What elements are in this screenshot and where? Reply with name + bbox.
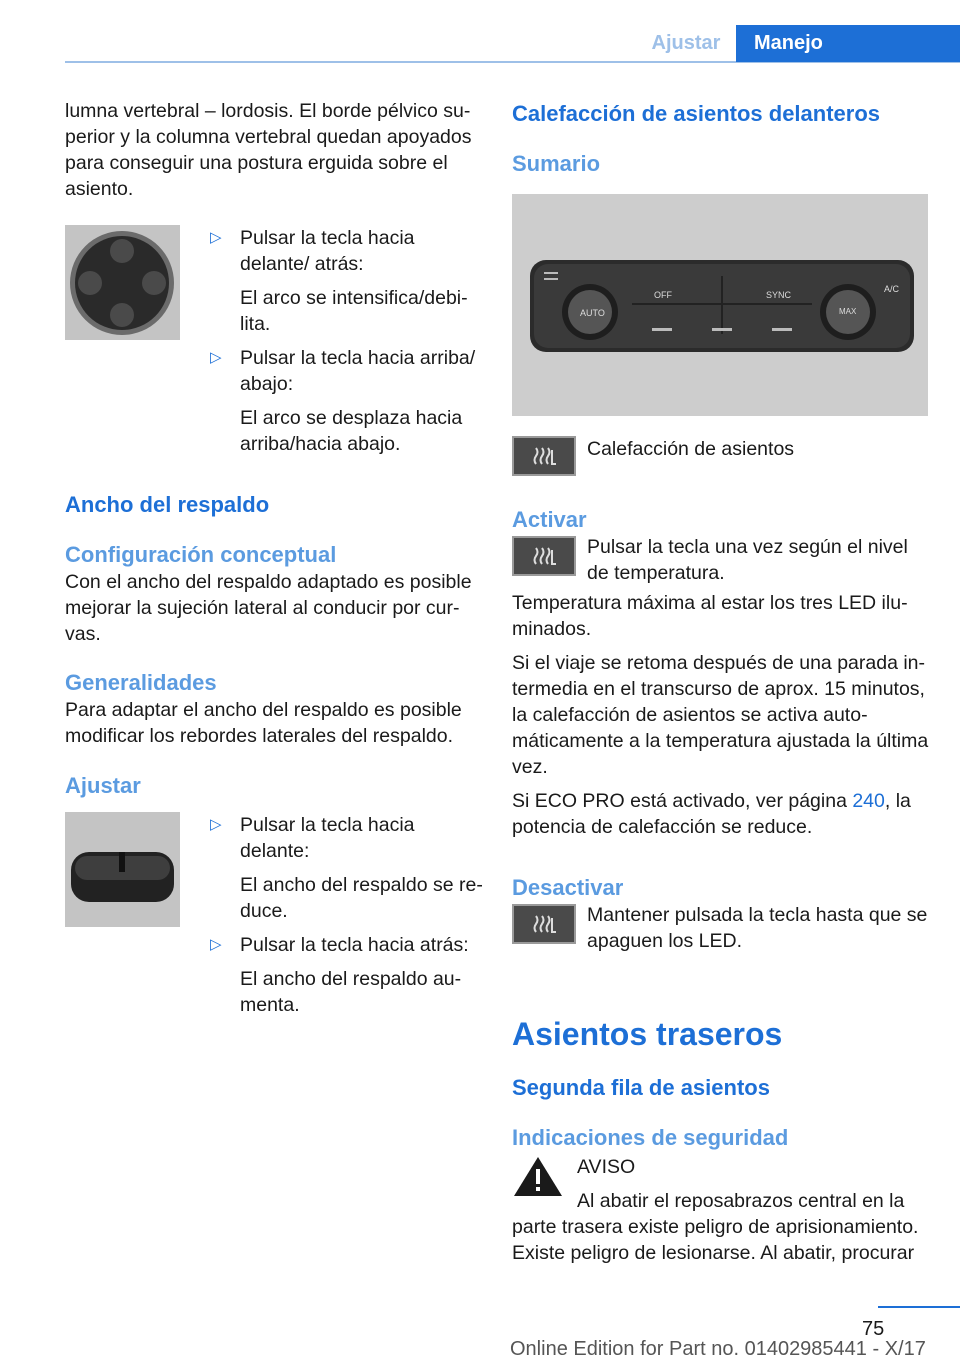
triangle-bullet-icon: ▷	[210, 816, 222, 833]
list-item: ▷ Pulsar la tecla hacia delante/ atrás: El arco se intensifica/debilita.	[210, 227, 468, 335]
heading-ancho-respaldo: Ancho del respaldo	[65, 492, 270, 517]
lumbar-switch-image	[65, 225, 180, 340]
heading-asientos-traseros: Asientos traseros	[512, 1016, 783, 1052]
resume-paragraph: Si el viaje se retoma después de una parada intermedia en el transcurso de aprox. 15 minutos, la calefacción de asientos se activa automáticamente a la temperatura ajustada la última vez.	[512, 652, 929, 778]
heading-sumario: Sumario	[512, 151, 601, 176]
triangle-bullet-icon: ▷	[210, 349, 222, 366]
heading-activar: Activar	[512, 507, 587, 532]
tab-manejo[interactable]: Manejo	[736, 25, 960, 62]
width-control-row	[65, 812, 485, 1018]
seat-heating-legend	[512, 434, 932, 476]
heading-desactivar: Desactivar	[512, 875, 624, 900]
page-link[interactable]: 240	[852, 790, 885, 812]
list-item: ▷ Pulsar la tecla hacia arriba/ abajo: El arco se desplaza hacia arriba/hacia abajo.	[210, 347, 476, 455]
svg-text:MAX: MAX	[839, 307, 857, 316]
max-temp-paragraph: Temperatura máxima al estar los tres LED iluminados.	[512, 592, 908, 640]
warning-title: AVISO	[577, 1156, 636, 1178]
page-number: 75	[862, 1318, 885, 1340]
triangle-bullet-icon: ▷	[210, 229, 222, 246]
edition-footer: Online Edition for Part no. 01402985441 - X/17	[510, 1338, 926, 1360]
list-item: ▷ Pulsar la tecla hacia delante: El ancho del respaldo se reduce.	[210, 814, 483, 922]
right-column	[512, 98, 932, 1266]
svg-text:AUTO: AUTO	[580, 308, 605, 318]
heading-segunda-fila: Segunda fila de asientos	[512, 1075, 770, 1100]
intro-paragraph: lumna vertebral – lordosis. El borde pélvico superior y la columna vertebral quedan apoyados para conseguir una postura erguida sobre el asiento.	[65, 100, 472, 200]
deactivate-paragraph: Mantener pulsada la tecla hasta que se apaguen los LED.	[587, 904, 928, 952]
seat-heating-icon	[512, 904, 576, 944]
heading-ajustar: Ajustar	[65, 773, 141, 798]
svg-text:SYNC: SYNC	[766, 290, 792, 300]
heading-calefaccion: Calefacción de asientos delanteros	[512, 101, 881, 126]
svg-text:A/C: A/C	[884, 284, 900, 294]
eco-paragraph: Si ECO PRO está activado, ver página 240, la potencia de calefacción se reduce.	[512, 790, 911, 838]
activate-row	[512, 534, 932, 586]
warning-first-line: Al abatir el reposabrazos central en la	[577, 1190, 905, 1212]
climate-panel-image	[512, 194, 928, 416]
activate-paragraph: Pulsar la tecla una vez según el nivel de temperatura.	[587, 536, 908, 584]
width-switch-image	[65, 812, 180, 927]
left-column	[65, 98, 485, 1018]
warning-icon	[512, 1154, 564, 1198]
list-item: ▷ Pulsar la tecla hacia atrás: El ancho del respaldo aumenta.	[210, 934, 469, 1016]
footer-rule	[878, 1306, 960, 1308]
width-bullets	[210, 812, 485, 1018]
heading-seguridad: Indicaciones de seguridad	[512, 1125, 789, 1150]
lumbar-control-row	[65, 225, 485, 457]
tab-ajustar[interactable]: Ajustar	[651, 32, 721, 54]
seat-heating-icon	[512, 436, 576, 476]
warning-block	[512, 1154, 932, 1214]
seat-heating-label: Calefacción de asientos	[587, 438, 795, 460]
heading-generalidades: Generalidades	[65, 670, 217, 695]
warning-paragraph: parte trasera existe peligro de aprisionamiento. Existe peligro de lesionarse. Al abatir, procurar	[512, 1216, 919, 1264]
lumbar-bullets	[210, 225, 485, 457]
seat-heating-icon	[512, 536, 576, 576]
concept-paragraph: Con el ancho del respaldo adaptado es posible mejorar la sujeción lateral al conducir por curvas.	[65, 571, 472, 645]
svg-text:OFF: OFF	[654, 290, 672, 300]
general-paragraph: Para adaptar el ancho del respaldo es posible modificar los rebordes laterales del respaldo.	[65, 699, 462, 747]
triangle-bullet-icon: ▷	[210, 936, 222, 953]
deactivate-row	[512, 902, 932, 954]
heading-configuracion: Configuración conceptual	[65, 542, 337, 567]
